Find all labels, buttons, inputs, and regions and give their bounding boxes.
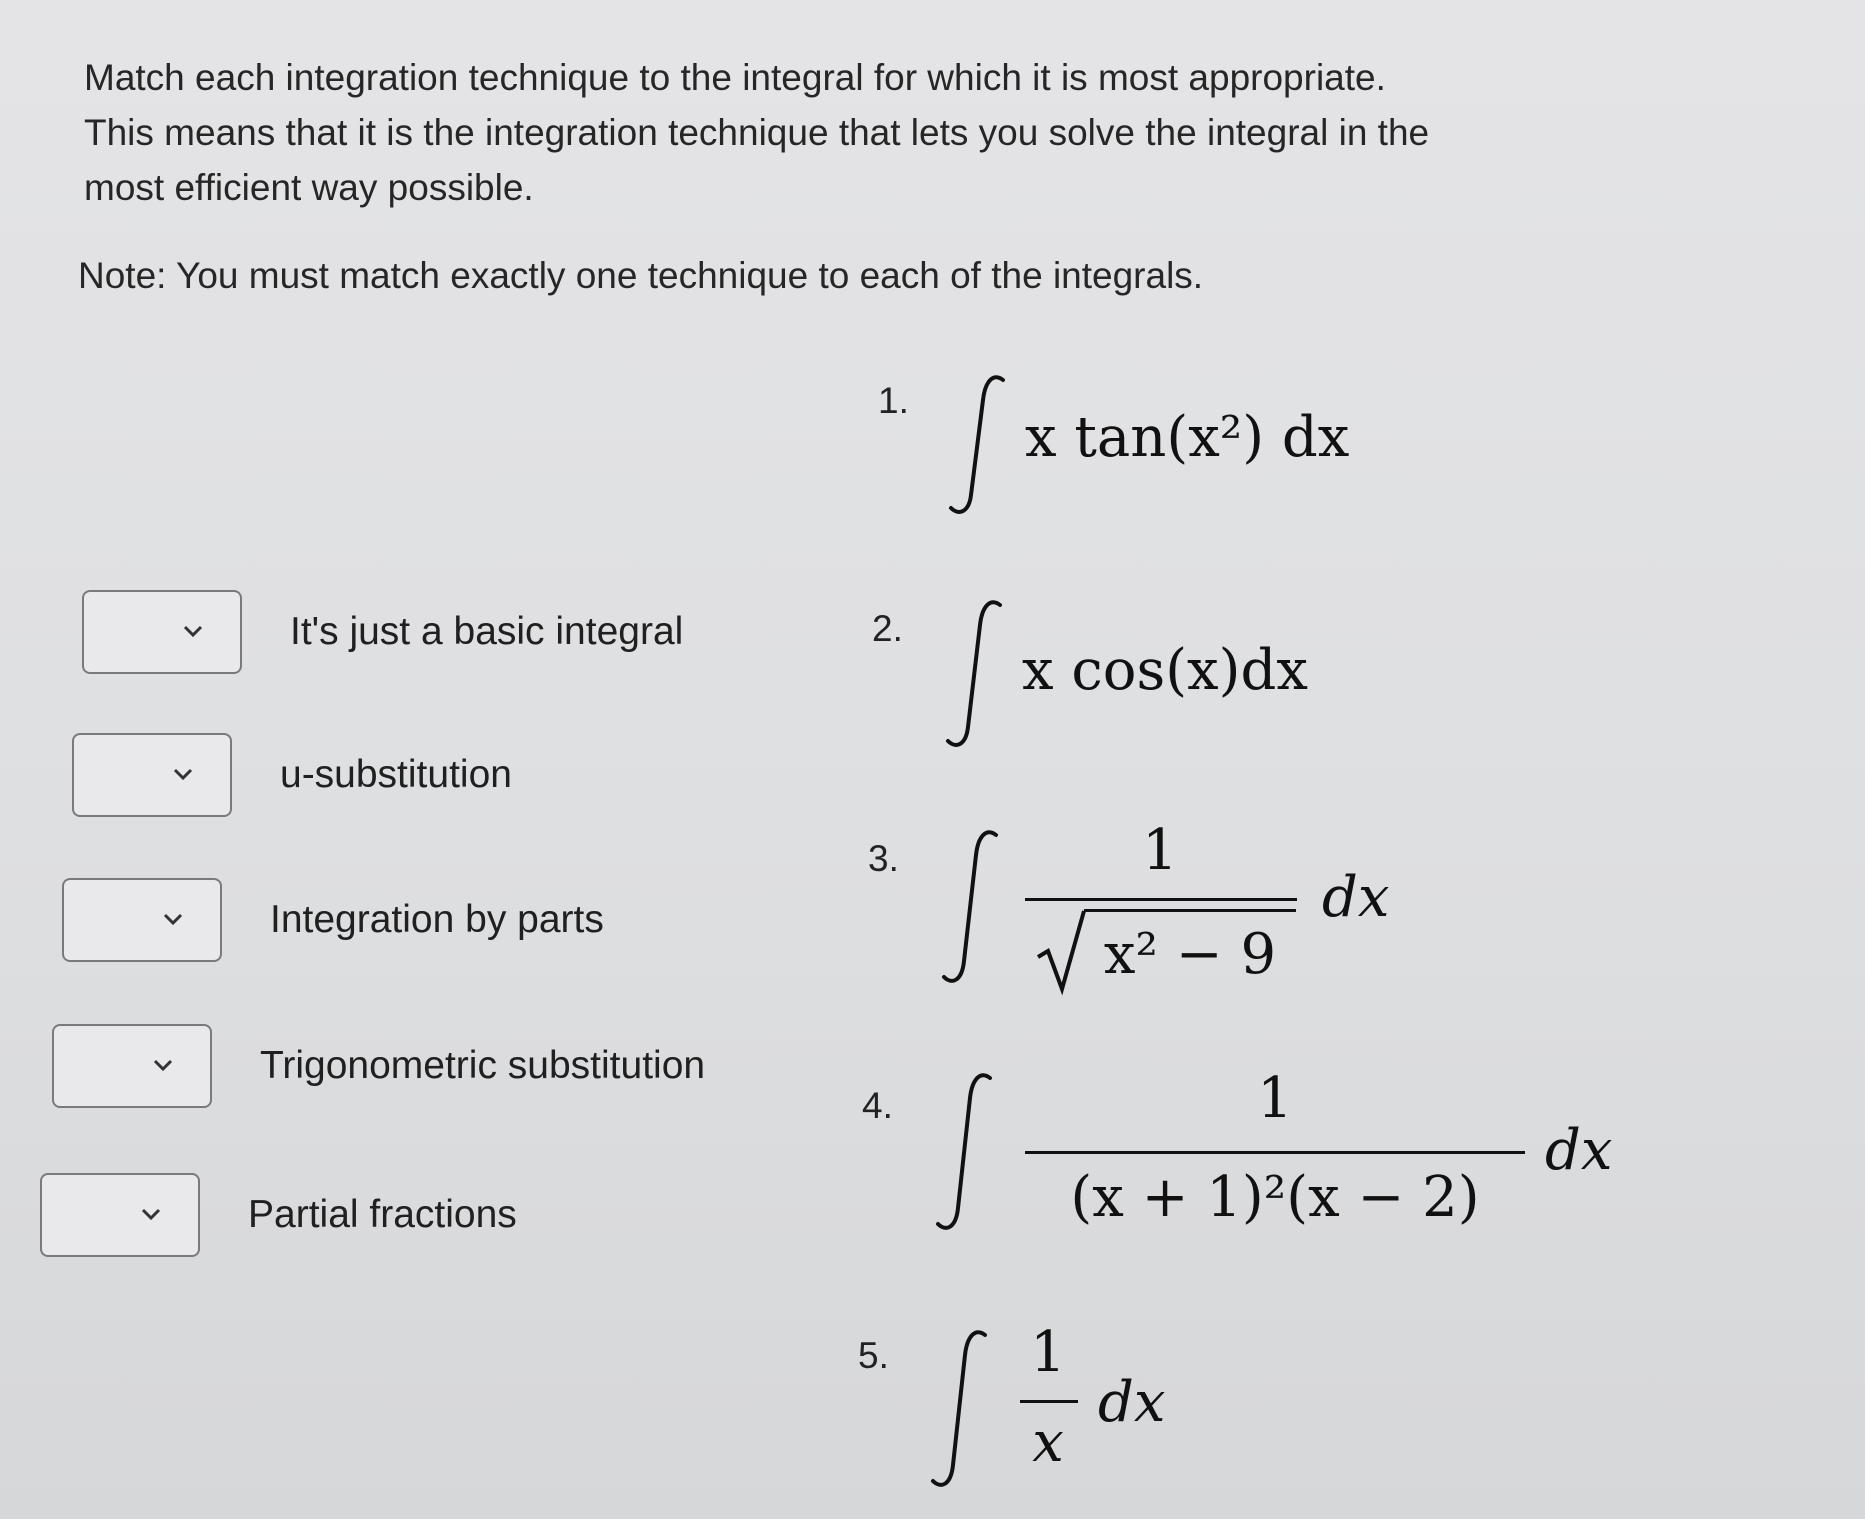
- technique-label: It's just a basic integral: [290, 610, 684, 653]
- technique-row-parts: [62, 878, 604, 962]
- technique-select-basic[interactable]: [82, 590, 242, 674]
- chevron-down-icon: [172, 763, 194, 785]
- chevron-down-icon: [182, 620, 204, 642]
- differential: dx: [1322, 865, 1390, 930]
- integral-sign-icon: [940, 595, 1010, 755]
- denominator: x² − 9: [1103, 922, 1277, 987]
- denominator: x: [1032, 1410, 1064, 1475]
- square-root-icon: [1036, 905, 1088, 995]
- integral-sign-icon: [936, 825, 1006, 990]
- numerator: 1: [1142, 818, 1178, 883]
- technique-row-basic: [82, 590, 683, 674]
- technique-select-partial[interactable]: [40, 1173, 200, 1257]
- instruction-line-2: This means that it is the integration technique that lets you solve the integral in the: [84, 112, 1430, 153]
- integral-number: 3.: [868, 838, 899, 879]
- integral-number: 5.: [858, 1335, 889, 1376]
- differential: dx: [1545, 1118, 1613, 1183]
- integral-sign-icon: [945, 370, 1015, 520]
- numerator: 1: [1257, 1066, 1293, 1131]
- technique-label: u-substitution: [280, 753, 512, 796]
- fraction-bar: [1025, 1151, 1525, 1154]
- instruction-line-3: most efficient way possible.: [84, 167, 534, 208]
- technique-row-trig: [52, 1024, 705, 1108]
- chevron-down-icon: [152, 1054, 174, 1076]
- differential: dx: [1098, 1370, 1166, 1435]
- technique-row-partial: [40, 1173, 517, 1257]
- technique-select-trig[interactable]: [52, 1024, 212, 1108]
- integral-sign-icon: [930, 1068, 1000, 1238]
- chevron-down-icon: [140, 1203, 162, 1225]
- technique-label: Integration by parts: [270, 898, 604, 941]
- integrand: x cos(x)dx: [1022, 638, 1308, 703]
- numerator: 1: [1030, 1320, 1066, 1385]
- integral-sign-icon: [925, 1325, 995, 1495]
- instruction-line-1: Match each integration technique to the integral for which it is most appropriate.: [84, 57, 1386, 98]
- technique-label: Trigonometric substitution: [260, 1044, 706, 1087]
- fraction-bar: [1025, 898, 1297, 901]
- radical-bar: [1084, 909, 1296, 912]
- technique-label: Partial fractions: [248, 1193, 517, 1236]
- note-text: Note: You must match exactly one technique to each of the integrals.: [78, 255, 1204, 296]
- instructions: [84, 50, 1644, 215]
- chevron-down-icon: [162, 908, 184, 930]
- technique-select-parts[interactable]: [62, 878, 222, 962]
- fraction-bar: [1020, 1400, 1078, 1403]
- technique-select-usub[interactable]: [72, 733, 232, 817]
- integral-number: 4.: [862, 1085, 893, 1126]
- integral-number: 2.: [872, 608, 903, 649]
- integral-number: 1.: [878, 380, 909, 421]
- technique-row-usub: [72, 733, 512, 817]
- integrand: x tan(x²) dx: [1025, 405, 1350, 470]
- denominator: (x + 1)²(x − 2): [1070, 1165, 1480, 1230]
